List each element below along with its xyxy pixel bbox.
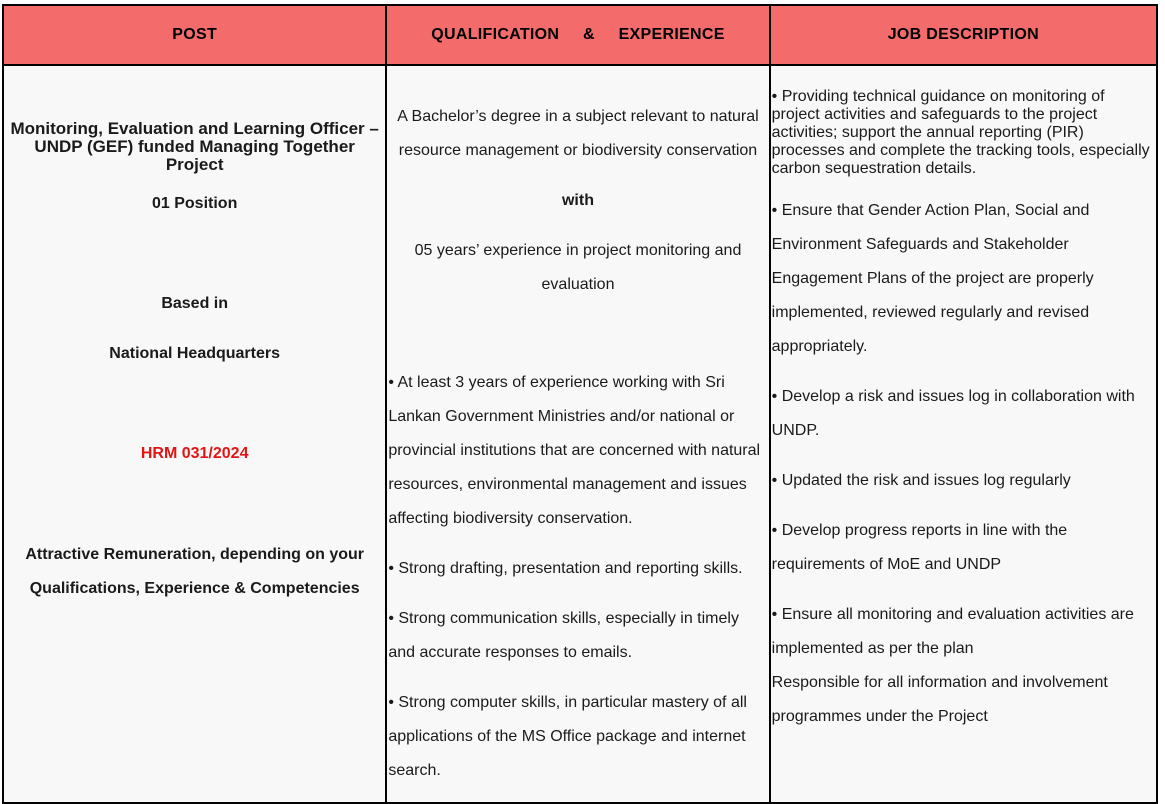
list-item: • Strong drafting, presentation and reporting skills. [388, 560, 743, 577]
post-title: Monitoring, Evaluation and Learning Officer – UNDP (GEF) funded Managing Together Project [10, 119, 379, 174]
list-item: • Strong computer skills, in particular mastery of all applications of the MS Office package and internet search. [388, 694, 747, 779]
list-item: • Develop a risk and issues log in collaboration with UNDP. [771, 388, 1135, 439]
list-item: • Strong communication skills, especially in timely and accurate responses to emails. [388, 610, 739, 661]
header-qualification: QUALIFICATION & EXPERIENCE [386, 5, 769, 65]
table-row [3, 65, 1157, 803]
header-job-description: JOB DESCRIPTION [770, 5, 1157, 65]
qualification-with: with [561, 192, 594, 209]
list-item: • Updated the risk and issues log regularly [771, 472, 1071, 489]
post-location: National Headquarters [109, 345, 281, 362]
list-item: • Ensure all monitoring and evaluation activities are implemented as per the plan [771, 606, 1134, 657]
post-reference: HRM 031/2024 [140, 445, 249, 462]
list-item: • At least 3 years of experience working with Sri Lankan Government Ministries and/or national or provincial institutions that are concerned with natural resources, environmental management and issues affecting biodiversity conservation. [388, 374, 761, 527]
list-item: Responsible for all information and involvement programmes under the Project [771, 674, 1108, 725]
list-item: • Ensure that Gender Action Plan, Social and Environment Safeguards and Stakeholder Engagement Plans of the project are properly implemented, reviewed regularly and revised appropriately. [771, 202, 1094, 355]
qualification-list [388, 366, 764, 804]
job-item-technical-guidance: • Providing technical guidance on monitoring of project activities and safeguards to the project activities; support the annual reporting (PIR) processes and complete the tracking tools, especially carbon sequestration details. [771, 88, 1150, 177]
post-remuneration: Attractive Remuneration, depending on your Qualifications, Experience & Competencies [25, 546, 365, 597]
table-header-row [3, 5, 1157, 65]
post-cell [3, 65, 386, 803]
job-description-list [772, 194, 1152, 750]
list-item: • Develop progress reports in line with the requirements of MoE and UNDP [771, 522, 1068, 573]
post-positions: 01 Position [151, 195, 238, 212]
job-vacancy-table [2, 4, 1158, 804]
job-description-cell [770, 65, 1157, 803]
qualification-degree: A Bachelor’s degree in a subject relevant to natural resource management or biodiversity conservation [397, 108, 759, 159]
qualification-experience: 05 years’ experience in project monitoring and evaluation [414, 242, 742, 293]
header-post: POST [3, 5, 386, 65]
qualification-cell [386, 65, 769, 803]
post-based-in: Based in [161, 295, 228, 312]
